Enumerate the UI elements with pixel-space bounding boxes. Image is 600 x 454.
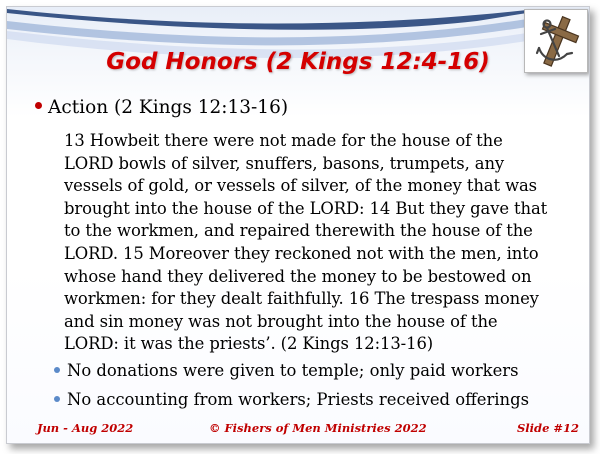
bullet-dot-icon xyxy=(35,102,42,109)
sub-bullet-text: No donations were given to temple; only paid workers xyxy=(67,361,519,380)
main-bullet-text: Action (2 Kings 12:13-16) xyxy=(48,97,289,118)
footer-date: Jun - Aug 2022 xyxy=(37,421,134,435)
scripture-text: 13 Howbeit there were not made for the house of the LORD bowls of silver, snuffers, basons, trumpets, any vessels of gold, or vessels of silver, of the money that was brought into the house of the LORD: 14 But they gave that to the workmen, and repaired therewith the house of the LORD. 15 Moreover they reckoned not with the men, into whose hand they delivered the money to be bestowed on workmen: for they dealt faithfully. 16 The trespass money and sin money was not brought into the house of the LORD: it was the priests’. (2 Kings 12:13-16) xyxy=(64,131,548,354)
sub-bullet xyxy=(54,361,519,380)
footer-slide-number: Slide #12 xyxy=(517,421,580,435)
footer-copyright: © Fishers of Men Ministries 2022 xyxy=(209,421,427,435)
sub-bullet xyxy=(54,390,529,409)
bullet-dot-icon xyxy=(54,367,60,373)
bullet-dot-icon xyxy=(54,396,60,402)
sub-bullet-text: No accounting from workers; Priests received offerings xyxy=(67,390,529,409)
slide xyxy=(6,6,590,444)
slide-title: God Honors (2 Kings 12:4-16) xyxy=(106,49,490,75)
main-bullet xyxy=(35,97,288,118)
